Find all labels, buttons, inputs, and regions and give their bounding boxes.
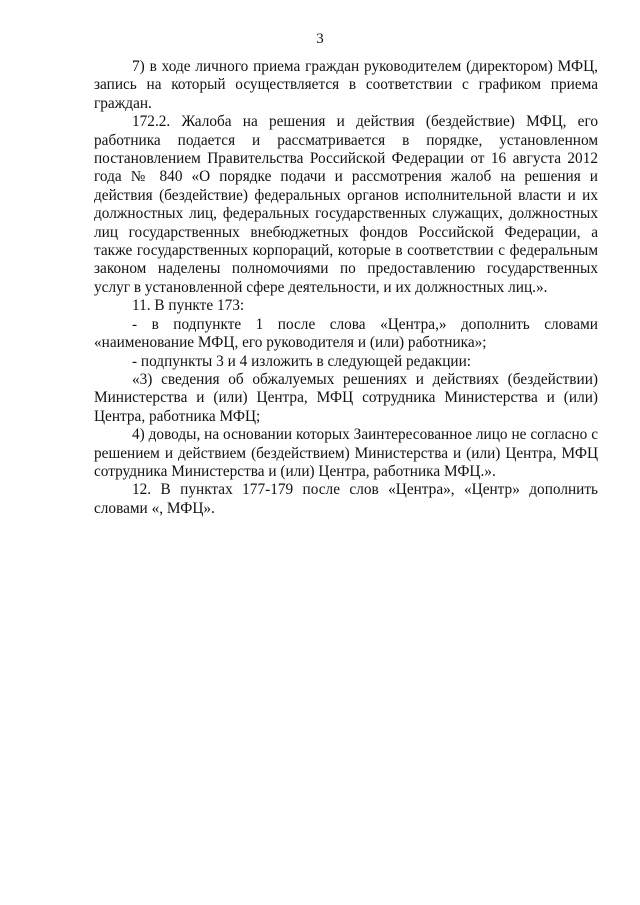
paragraph-12: 12. В пунктах 177-179 после слов «Центра», «Центр» дополнить словами «, МФЦ». <box>94 481 598 517</box>
paragraph-quote-3: «3) сведения об обжалуемых решениях и действиях (бездействии) Министерства и (или) Центра, МФЦ сотрудника Министерства и (или) Центра, работника МФЦ; <box>94 370 598 425</box>
paragraph-subitems-3-4: - подпункты 3 и 4 изложить в следующей редакции: <box>132 352 472 370</box>
paragraph-11: 11. В пункте 173: <box>132 297 245 315</box>
page-number: 3 <box>316 31 324 47</box>
paragraph-item-7: 7) в ходе личного приема граждан руководителем (директором) МФЦ, запись на который осуществляется в соответствии с графиком приема граждан. <box>94 58 598 112</box>
document-body <box>94 58 598 518</box>
paragraph-172-2: 172.2. Жалоба на решения и действия (бездействие) МФЦ, его работника подается и рассматривается в порядке, установленном постановлением Правительства Российской Федерации от 16 августа 2012 года № 840 «О порядке подачи и рассмотрения жалоб на решения и действия (бездействие) федеральных органов исполнительной власти и их должностных лиц, федеральных государственных служащих, должностных лиц государственных внебюджетных фондов Российской Федерации, а также государственных корпораций, которые в соответствии с федеральным законом наделены полномочиями по предоставлению государственных услуг в установленной сфере деятельности, и их должностных лиц.». <box>94 113 598 296</box>
paragraph-subitem-1: - в подпункте 1 после слова «Центра,» дополнить словами «наименование МФЦ, его руководителя и (или) работника»; <box>94 315 598 352</box>
paragraph-quote-4: 4) доводы, на основании которых Заинтересованное лицо не согласно с решением и действием (бездействием) Министерства и (или) Центра, МФЦ сотрудника Министерства и (или) Центра, работника МФЦ.». <box>94 426 598 480</box>
